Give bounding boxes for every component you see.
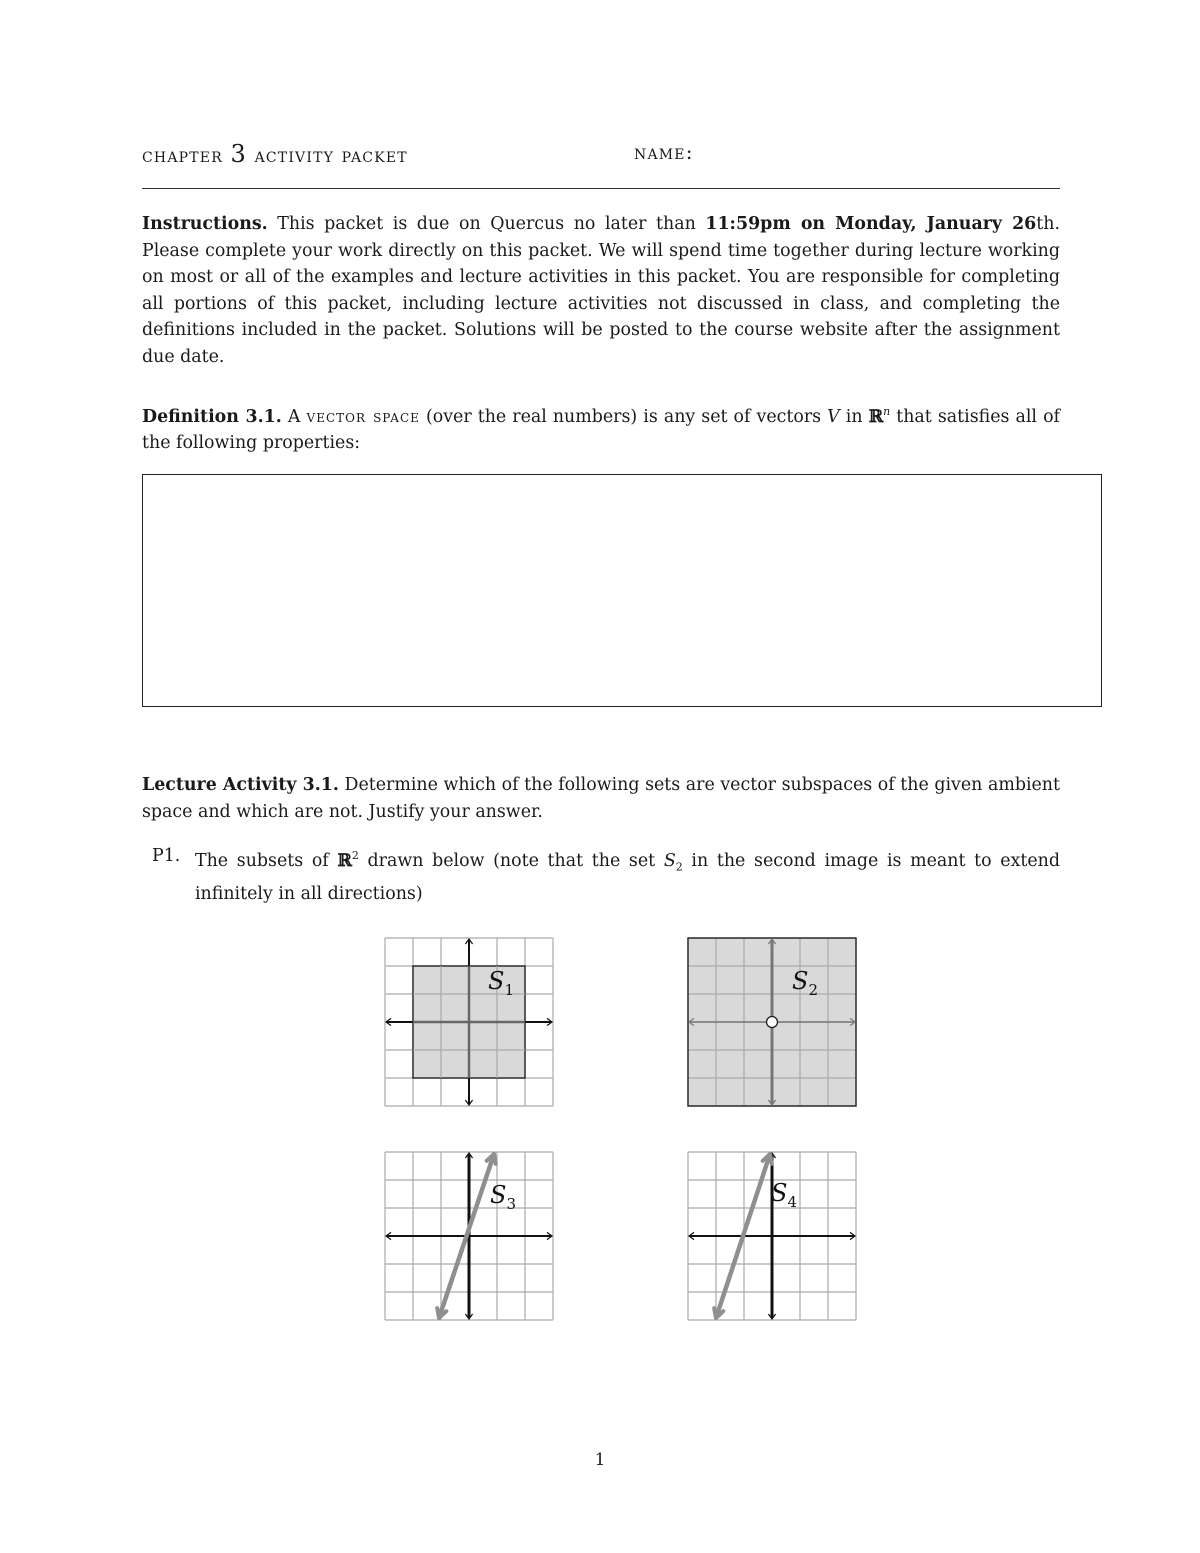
set-label: $S_2$ bbox=[792, 967, 818, 999]
axes bbox=[689, 1153, 855, 1319]
name-label: name: bbox=[634, 140, 694, 164]
instructions-paragraph: Instructions. This packet is due on Quercus no later than 11:59pm on Monday, January 26th. Please complete your work directly on this packet. We will spend time together during lecture working on most or all of the examples and lecture activities in this packet. You are responsible for completing all portions of this packet, including lecture activities not discussed in class, and completing the definitions included in the packet. Solutions will be posted to the course website after the assignment due date. bbox=[142, 214, 1060, 367]
set-label: $S_3$ bbox=[490, 1181, 516, 1213]
chapter-title: chapter 3 activity packet bbox=[142, 140, 408, 168]
excluded-origin bbox=[767, 1017, 778, 1028]
graph-s2-svg bbox=[687, 937, 857, 1107]
problem-label: P1. bbox=[152, 846, 181, 866]
page-header bbox=[142, 140, 1060, 172]
graph-s1-svg bbox=[384, 937, 554, 1107]
graph-s4-svg bbox=[687, 1151, 857, 1321]
graph-s1 bbox=[384, 937, 554, 1107]
axes bbox=[386, 1153, 552, 1319]
definition-paragraph: Definition 3.1. A vector space (over the real numbers) is any set of vectors V in ℝ$^n$ that satisfies all of the following properties: bbox=[142, 405, 1060, 454]
graph-s4 bbox=[687, 1151, 857, 1321]
graph-s3 bbox=[384, 1151, 554, 1321]
graph-s2 bbox=[687, 937, 857, 1107]
activity-paragraph: Lecture Activity 3.1. Determine which of the following sets are vector subspaces of the given ambient space and which are not. Justify your answer. bbox=[142, 775, 1060, 822]
graph-s3-svg bbox=[384, 1151, 554, 1321]
header-rule bbox=[142, 188, 1060, 189]
page-number: 1 bbox=[594, 1450, 606, 1470]
problem-text: The subsets of ℝ$^2$ drawn below (note that the set $S_2$ in the second image is meant to extend infinitely in all directions) bbox=[195, 849, 1061, 904]
definition-answer-box[interactable] bbox=[142, 474, 1102, 707]
set-label: $S_1$ bbox=[488, 967, 514, 999]
set-label: $S_4$ bbox=[771, 1179, 797, 1211]
